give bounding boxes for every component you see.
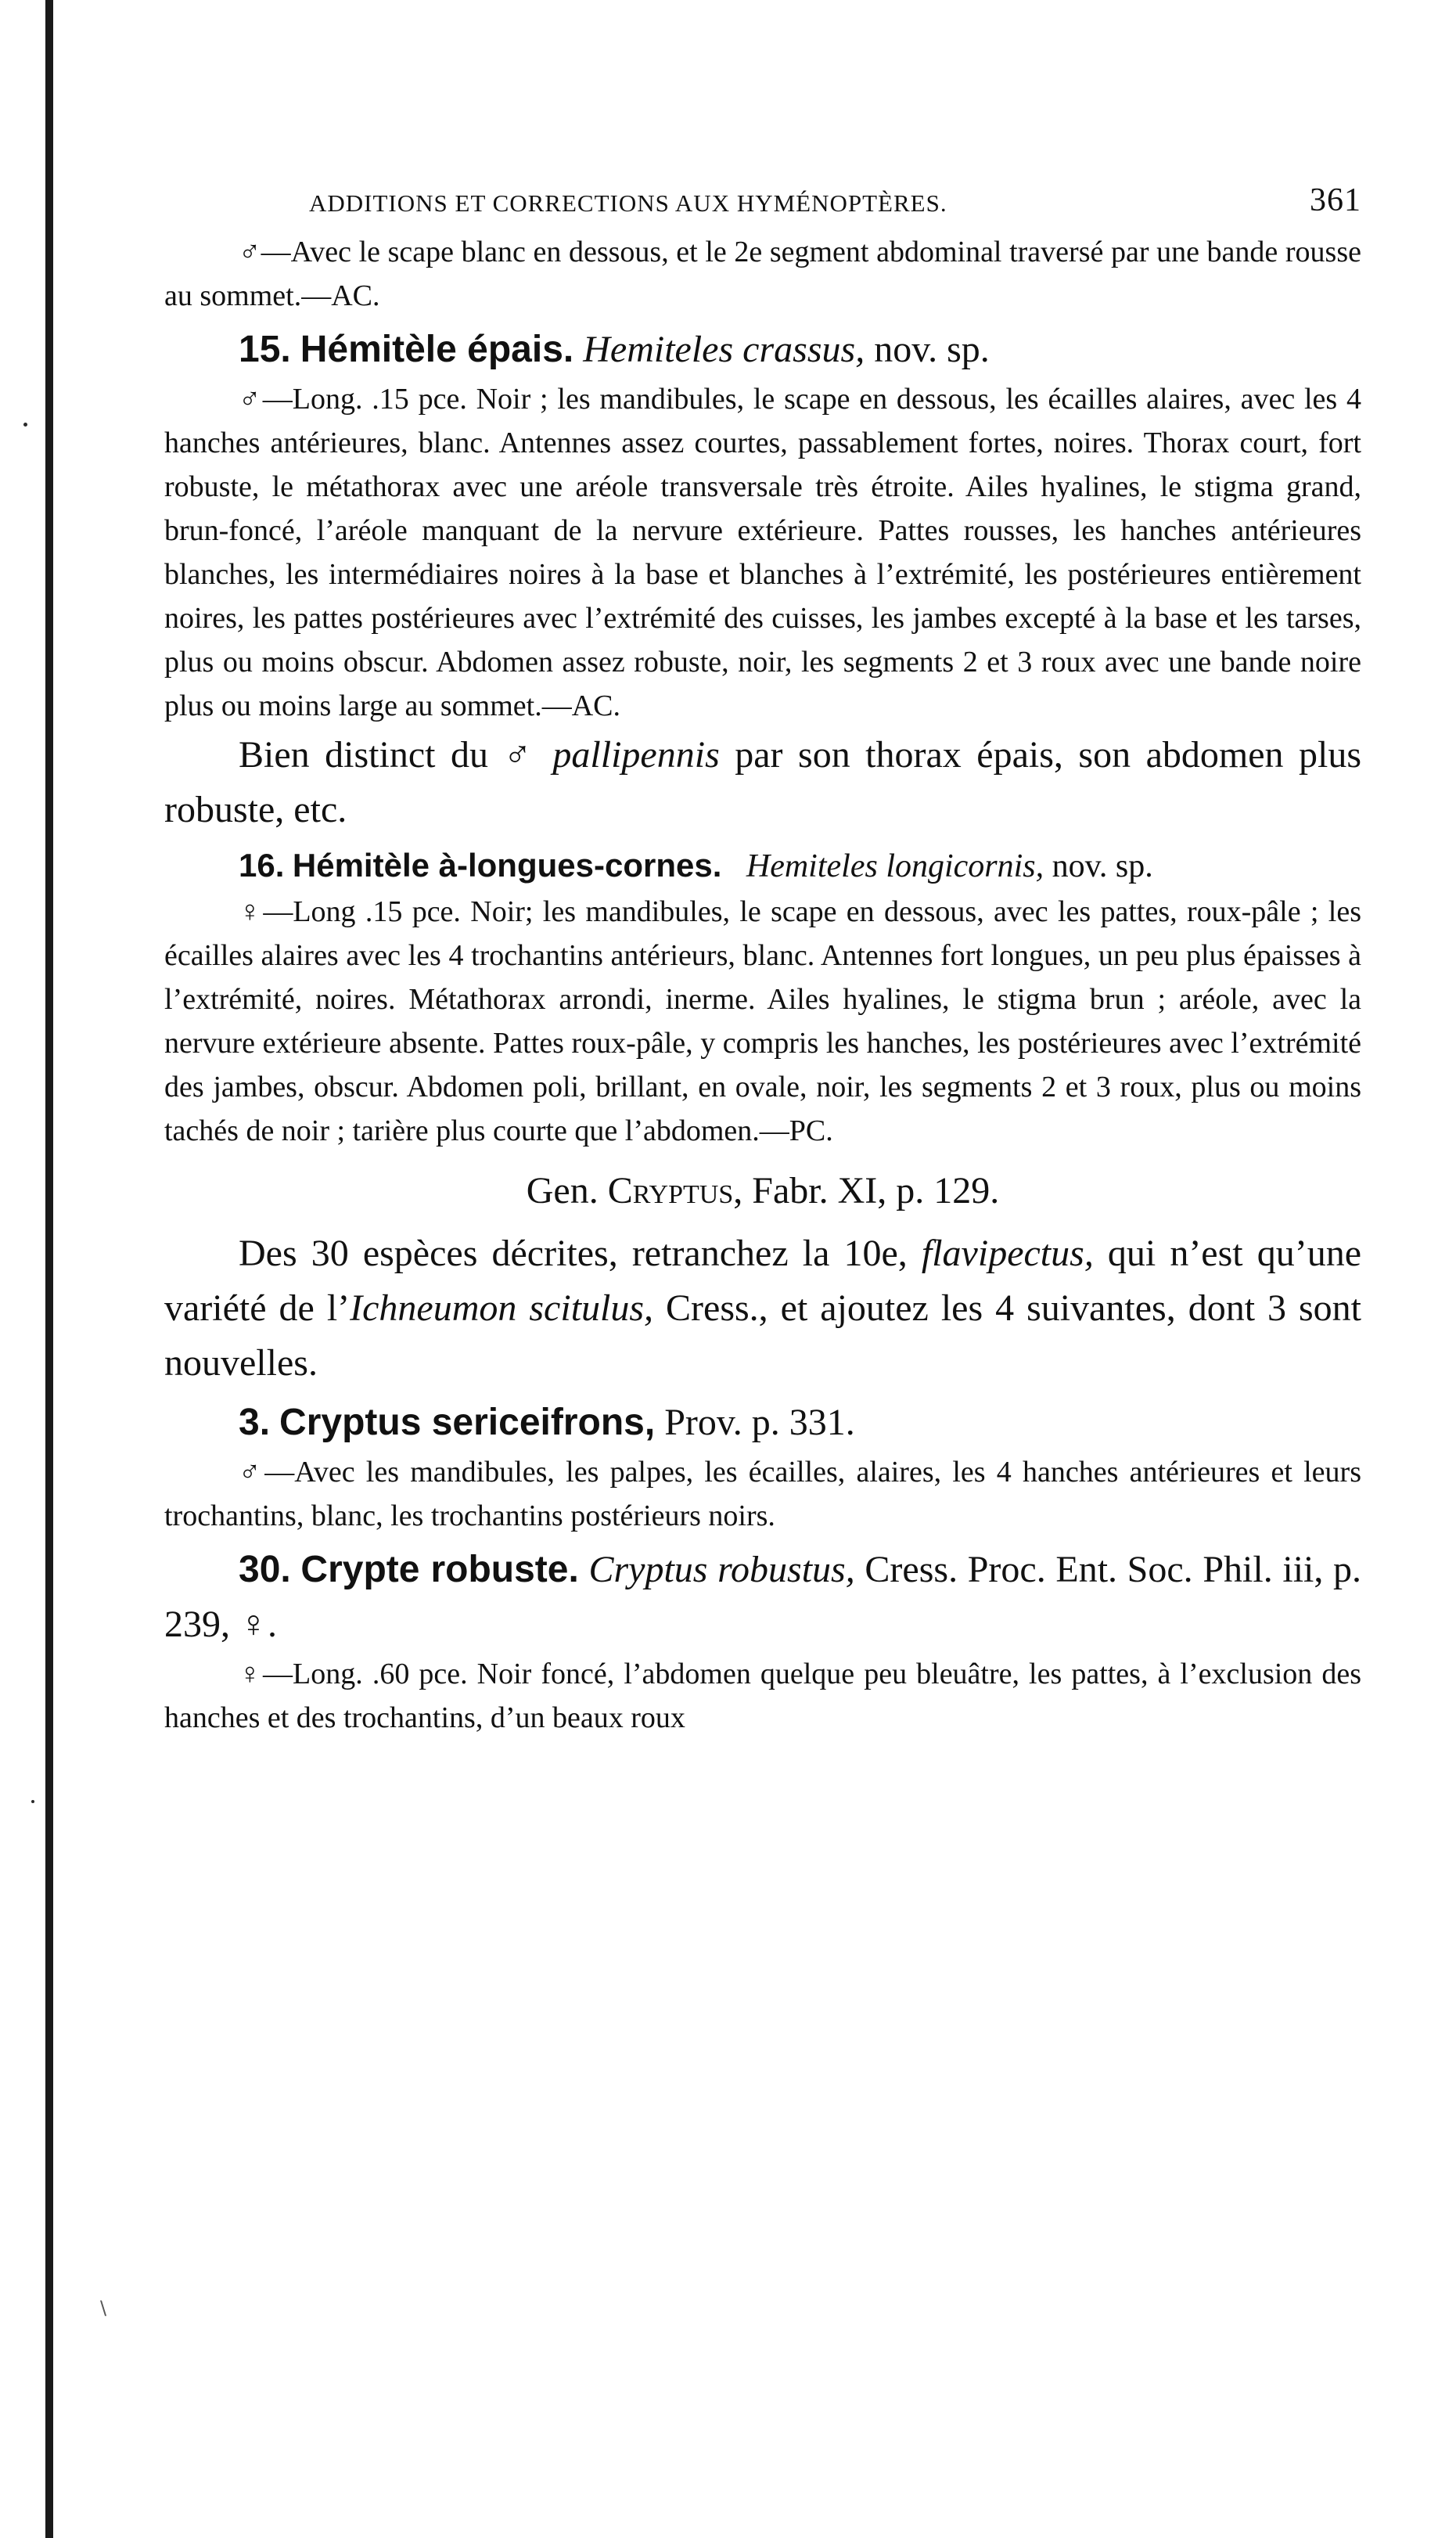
running-header bbox=[164, 178, 1361, 225]
margin-mark: \ bbox=[100, 2297, 107, 2319]
running-title: ADDITIONS ET CORRECTIONS AUX HYMÉNOPTÈRES. bbox=[309, 189, 947, 217]
species-common-name: Hémitèle épais. bbox=[300, 329, 574, 370]
species-status: nov. sp. bbox=[1044, 848, 1153, 884]
scan-speck bbox=[31, 1800, 34, 1803]
species-heading-3 bbox=[164, 1395, 1361, 1450]
paragraph-comparison bbox=[164, 728, 1361, 837]
species-latin-name: Hemiteles crassus, bbox=[583, 329, 865, 370]
species-latin-name: Hemiteles longicornis, bbox=[746, 848, 1044, 884]
species-heading-30 bbox=[164, 1543, 1361, 1652]
species-number: 15. bbox=[239, 329, 291, 370]
species-citation: Cress. Proc. Ent. Soc. Phil. iii, p. 239, ♀. bbox=[164, 1549, 1362, 1645]
paragraph-description-longicornis: ♀—Long .15 pce. Noir; les mandibules, le scape en dessous, avec les pattes, roux-pâle ; les écailles alaires avec les 4 trochantins antérieurs, blanc. Antennes fort longues, un peu plus épaisses à l’extrémité, noires. Métathorax arrondi, inerme. Ailes hyalines, le stigma brun ; aréole, avec la nervure extérieure absente. Pattes roux-pâle, y compris les hanches, les postérieures avec l’extrémité des jambes, obscur. Abdomen poli, brillant, en ovale, noir, les segments 2 et 3 roux, plus ou moins tachés de noir ; tarière plus courte que l’abdomen.—PC. bbox=[164, 895, 1361, 1147]
genus-heading bbox=[164, 1164, 1361, 1219]
binding-edge bbox=[45, 0, 53, 2538]
genus-note-species-1: flavipectus, bbox=[921, 1233, 1094, 1274]
species-heading-16 bbox=[164, 842, 1361, 890]
scan-speck bbox=[23, 423, 27, 427]
page-number: 361 bbox=[1310, 182, 1361, 218]
species-status: nov. sp. bbox=[865, 329, 990, 370]
paragraph-description-crassus: ♂—Long. .15 pce. Noir ; les mandibules, le scape en dessous, les écailles alaires, avec les 4 hanches antérieures, blanc. Antennes assez courtes, passablement fortes, noires. Thorax court, fort robuste, le métathorax avec une aréole transversale très étroite. Ailes hyalines, le stigma grand, brun-foncé, l’aréole manquant de la nervure extérieure. Pattes rousses, les hanches antérieures blanches, les intermédiaires noires à la base et blanches à l’extrémité, les postérieures entièrement noires, les pattes postérieures avec l’extrémité des cuisses, les jambes excepté à la base et les tarses, plus ou moins obscur. Abdomen assez robuste, noir, les segments 2 et 3 roux avec une bande noire plus ou moins large au sommet.—AC. bbox=[164, 383, 1361, 722]
species-citation: Prov. p. 331. bbox=[655, 1402, 855, 1443]
comparison-text-end: par son thorax épais, son abdomen plus robuste, etc. bbox=[164, 734, 1362, 830]
comparison-species: pallipennis bbox=[552, 734, 720, 776]
genus-name: Cryptus bbox=[607, 1170, 734, 1211]
species-number: 3. bbox=[239, 1402, 271, 1443]
species-heading-15 bbox=[164, 322, 1361, 377]
species-common-name: Crypte robuste. bbox=[300, 1549, 579, 1590]
genus-note-text-2: qui n’est qu’une variété de l’ bbox=[164, 1233, 1362, 1329]
species-common-name: Hémitèle à-longues-cornes. bbox=[292, 847, 722, 884]
genus-note-text-1: Des 30 espèces décrites, retranchez la 10e, bbox=[239, 1233, 922, 1274]
genus-note-text-3: Cress., et ajoutez les 4 suivantes, dont 3 sont nouvelles. bbox=[164, 1287, 1361, 1384]
species-latin-name: Cryptus sericeifrons, bbox=[279, 1402, 656, 1443]
genus-note-species-2: Ichneumon scitulus, bbox=[350, 1287, 654, 1329]
paragraph-genus-note bbox=[164, 1226, 1361, 1391]
genus-citation: , Fabr. XI, p. 129. bbox=[733, 1170, 1000, 1211]
species-number: 16. bbox=[239, 847, 285, 884]
species-number: 30. bbox=[239, 1549, 291, 1590]
genus-prefix: Gen. bbox=[526, 1170, 608, 1211]
paragraph-robustus: ♀—Long. .60 pce. Noir foncé, l’abdomen quelque peu bleuâtre, les pattes, à l’exclusion des hanches et des trochantins, d’un beaux roux bbox=[164, 1658, 1361, 1734]
paragraph-sericeifrons: ♂—Avec les mandibules, les palpes, les écailles, alaires, les 4 hanches antérieures et leurs trochantins, blanc, les trochantins postérieurs noirs. bbox=[164, 1456, 1361, 1532]
species-latin-name: Cryptus robustus, bbox=[588, 1549, 855, 1590]
comparison-text-start: Bien distinct du ♂ bbox=[239, 734, 553, 776]
paragraph-male-variety: ♂—Avec le scape blanc en dessous, et le 2e segment abdominal traversé par une bande rousse au sommet.—AC. bbox=[164, 236, 1361, 312]
book-page bbox=[164, 178, 1361, 1740]
